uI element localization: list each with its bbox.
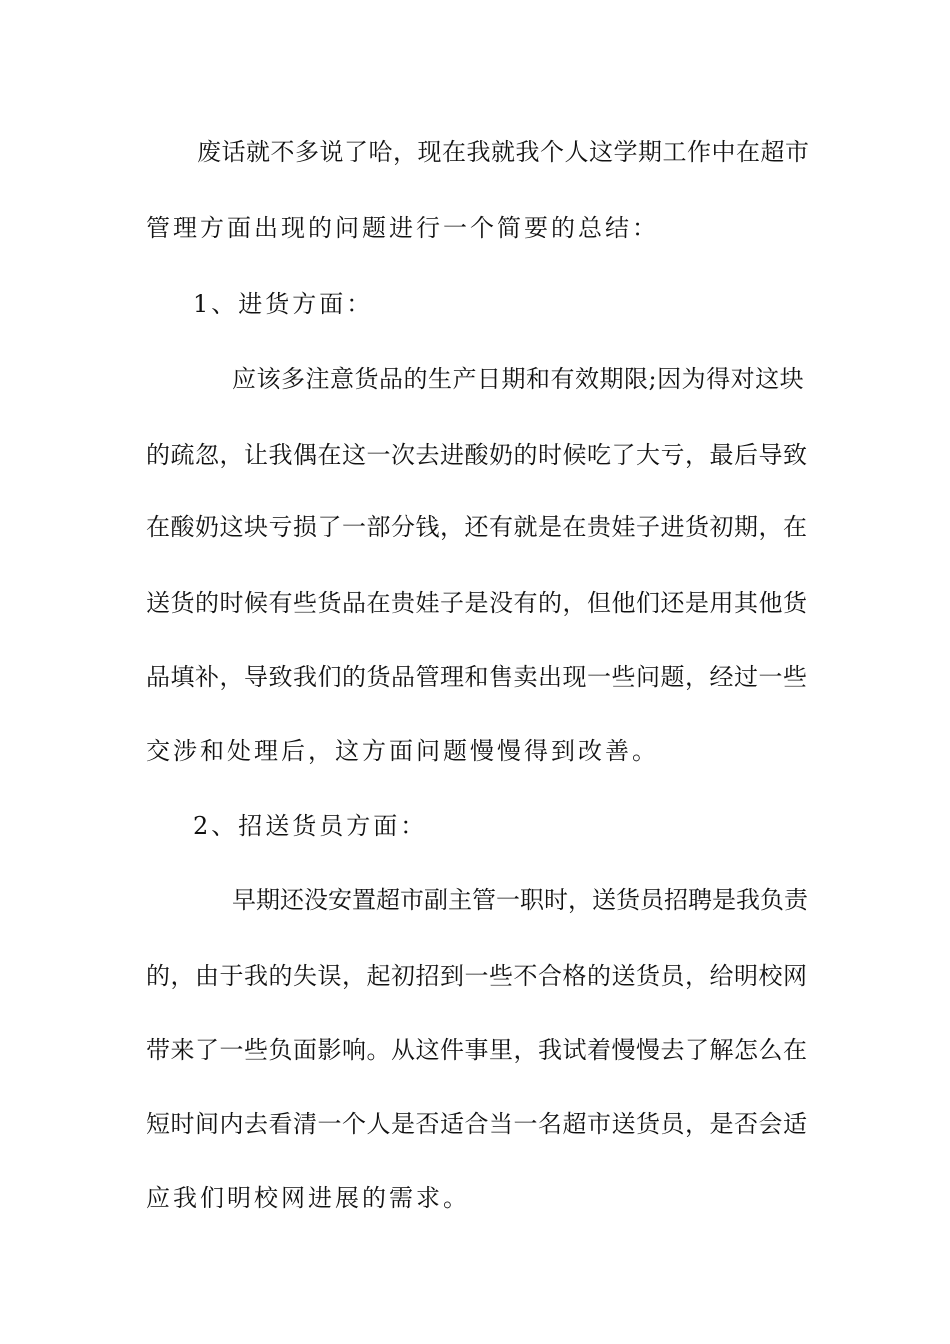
paragraph-line: 应我们明校网进展的需求。	[146, 1184, 470, 1212]
paragraph-line: 的疏忽，让我偶在这一次去进酸奶的时候吃了大亏，最后导致	[146, 441, 808, 469]
paragraph-line: 应该多注意货品的生产日期和有效期限;因为得对这块	[232, 365, 805, 393]
paragraph-line: 品填补，导致我们的货品管理和售卖出现一些问题，经过一些	[146, 663, 808, 691]
paragraph-line: 带来了一些负面影响。从这件事里，我试着慢慢去了解怎么在	[146, 1036, 808, 1064]
paragraph-line: 短时间内去看清一个人是否适合当一名超市送货员，是否会适	[146, 1110, 808, 1138]
paragraph-line: 交涉和处理后，这方面问题慢慢得到改善。	[146, 737, 659, 765]
section-heading-hiring: 2、招送货员方面：	[193, 812, 428, 840]
paragraph-line: 在酸奶这块亏损了一部分钱，还有就是在贵娃子进货初期，在	[146, 513, 808, 541]
section-heading-purchasing: 1、进货方面：	[193, 290, 374, 318]
paragraph-line: 早期还没安置超市副主管一职时，送货员招聘是我负责	[232, 886, 808, 914]
paragraph-line: 的，由于我的失误，起初招到一些不合格的送货员，给明校网	[146, 962, 808, 990]
paragraph-line: 废话就不多说了哈，现在我就我个人这学期工作中在超市	[197, 138, 810, 166]
paragraph-line: 送货的时候有些货品在贵娃子是没有的，但他们还是用其他货	[146, 589, 808, 617]
paragraph-line: 管理方面出现的问题进行一个简要的总结：	[146, 214, 659, 242]
